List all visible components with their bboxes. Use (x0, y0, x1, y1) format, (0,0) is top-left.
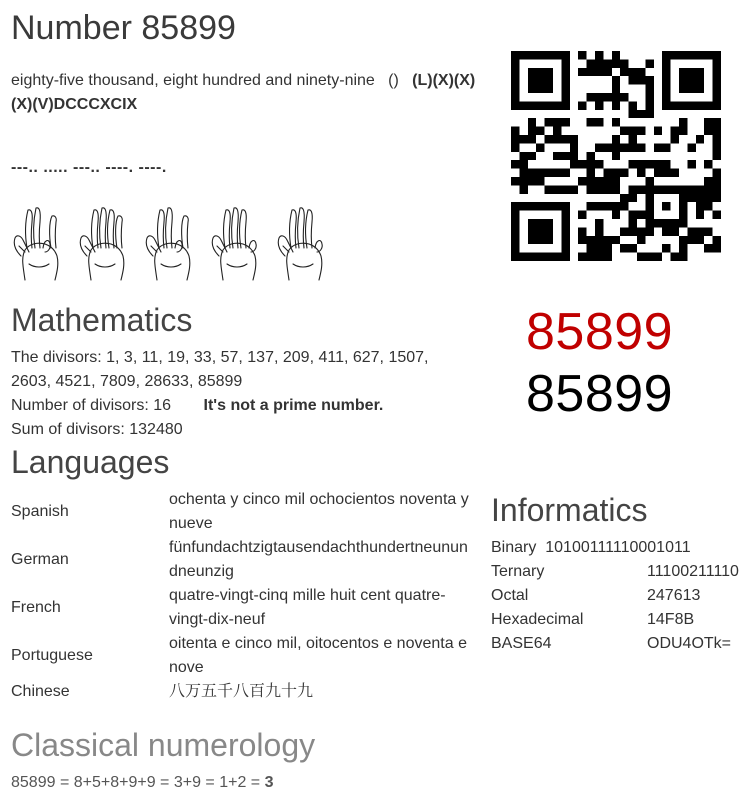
informatics-key: Octal (491, 587, 529, 604)
language-text: quatre-vingt-cinq mille huit cent quatre-vingt-dix-neuf (169, 587, 446, 628)
number-in-words (11, 69, 481, 117)
numerology-expression: 85899 = 8+5+8+9+9 = 3+9 = 1+2 = (11, 774, 261, 791)
language-name: Spanish (11, 503, 69, 520)
language-name: Chinese (11, 683, 70, 700)
language-row (11, 536, 481, 584)
number-black: 85899 (526, 365, 674, 423)
informatics-row (491, 608, 739, 632)
language-row (11, 632, 481, 680)
informatics-row (491, 560, 739, 584)
informatics-row (491, 536, 739, 560)
informatics-value: 14F8B (647, 611, 695, 628)
informatics-row (491, 584, 739, 608)
informatics-row (491, 632, 739, 656)
informatics-value: 247613 (647, 587, 701, 604)
language-name: French (11, 599, 61, 616)
words-paren: () (388, 72, 399, 89)
language-text: fünfundachtzigtausendachthundertneunun dneunzig (169, 539, 468, 580)
numerology-text (11, 772, 274, 794)
binary-label: Binary (491, 539, 537, 556)
divisors-text: The divisors: 1, 3, 11, 19, 33, 57, 137, 209, 411, 627, 1507, 2603, 4521, 7809, 28633, 85899 (11, 349, 429, 390)
divisor-count-line (11, 394, 461, 418)
hand-digit-9-icon (278, 208, 322, 280)
languages-table (11, 488, 481, 704)
language-row (11, 680, 481, 704)
divisor-sum: Sum of divisors: 132480 (11, 421, 183, 438)
informatics-key: Hexadecimal (491, 611, 584, 628)
page-title: Number 85899 (11, 9, 236, 47)
divisor-count: Number of divisors: 16 (11, 397, 172, 414)
language-text: ochenta y cinco mil ochocientos noventa y nueve (169, 491, 469, 532)
hand-digit-9-icon (212, 208, 256, 280)
qr-code (511, 51, 721, 261)
mathematics-section (11, 346, 461, 442)
informatics-heading: Informatics (491, 492, 648, 528)
language-row (11, 584, 481, 632)
hand-digit-5-icon (80, 208, 124, 280)
numerology-result: 3 (264, 774, 274, 791)
informatics-table (491, 536, 739, 656)
mathematics-heading: Mathematics (11, 302, 193, 338)
hand-digit-8-icon (146, 208, 190, 280)
language-row (11, 488, 481, 536)
informatics-value: 11100211110 (647, 563, 739, 580)
language-name: German (11, 551, 69, 568)
languages-heading: Languages (11, 444, 170, 480)
informatics-key: Ternary (491, 563, 545, 580)
informatics-value: ODU4OTk= (647, 635, 732, 652)
number-red: 85899 (526, 303, 674, 361)
binary-cell (491, 536, 739, 560)
roman-numeral: (L)(X)(X)(X)(V)DCCCXCIX (11, 72, 476, 113)
morse-code: ---.. ..... ---.. ----. ----. (11, 159, 167, 176)
prime-status: It's not a prime number. (203, 397, 384, 414)
informatics-key: BASE64 (491, 635, 552, 652)
language-name: Portuguese (11, 647, 93, 664)
language-text: 八万五千八百九十九 (169, 683, 314, 700)
language-text: oitenta e cinco mil, oitocentos e noventa e nove (169, 635, 467, 676)
words-text: eighty-five thousand, eight hundred and ninety-nine (11, 72, 375, 89)
hand-digit-8-icon (14, 208, 58, 280)
sign-language-hands (11, 206, 341, 282)
binary-value: 10100111110001011 (545, 539, 691, 556)
numerology-heading: Classical numerology (11, 727, 316, 763)
